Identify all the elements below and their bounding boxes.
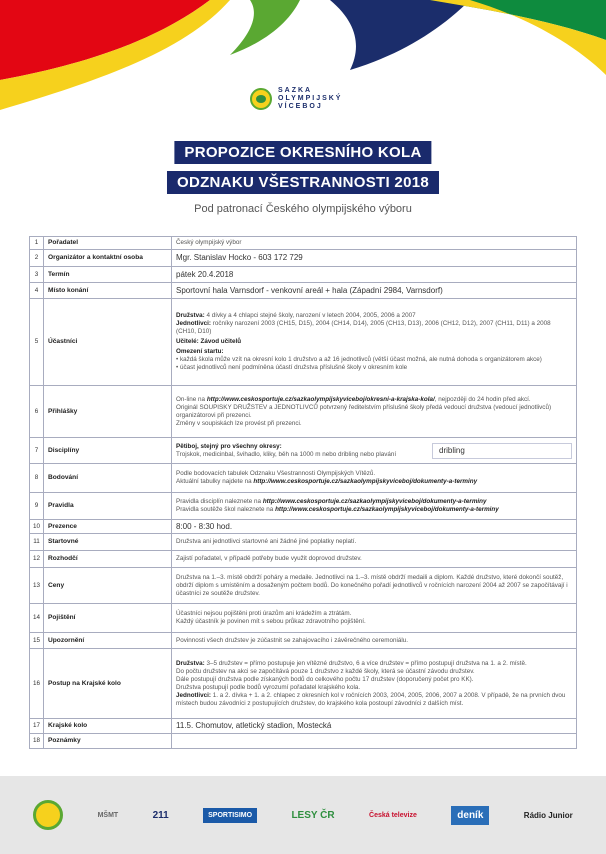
row-label: Krajské kolo xyxy=(44,719,172,734)
row-value: Družstva ani jednotlivci startovné ani žádné jiné poplatky neplatí. xyxy=(172,534,577,551)
text: , nejpozději do 24 hodin před akcí. xyxy=(434,395,531,403)
table-row xyxy=(30,568,577,604)
rules-link[interactable]: http://www.ceskosportuje.cz/sazkaolympijskyviceboj/dokumenty-a-terminy xyxy=(275,506,499,513)
prihlasky-line xyxy=(176,396,572,404)
row-label: Startovné xyxy=(44,534,172,551)
druzstva-text: 4 dívky a 4 chlapci stejné školy, narození v letech 2004, 2005, 2006 a 2007 xyxy=(204,312,416,319)
title-line-2: ODZNAKU VŠESTRANNOSTI 2018 xyxy=(167,171,439,194)
postup-line: Dále postupují družstva podle získaných bodů do celkového počtu 17 družstev (doporučený počet pro KK). xyxy=(176,675,474,683)
text: Aktuální tabulky najdete na xyxy=(176,478,254,485)
table-row xyxy=(30,604,577,633)
row-value xyxy=(172,493,577,520)
text: On-line na xyxy=(176,395,207,403)
bodovani-line: Podle bodovacích tabulek Odznaku Všestrannosti Olympijských Vítězů. xyxy=(176,470,376,477)
jednotlivci-label: Jednotlivci: xyxy=(176,320,211,327)
row-number: 15 xyxy=(30,633,44,649)
subtitle: Pod patronací Českého olympijského výboru xyxy=(194,203,412,215)
row-number: 14 xyxy=(30,604,44,633)
row-label: Postup na Krajské kolo xyxy=(44,649,172,719)
postup-line xyxy=(176,660,572,668)
jednotlivci-line xyxy=(176,320,572,336)
logo-line-2: OLYMPIJSKÝ xyxy=(278,95,343,102)
row-number: 11 xyxy=(30,534,44,551)
discipliny-text xyxy=(176,443,396,459)
pravidla-line xyxy=(176,506,572,514)
table-row xyxy=(30,719,577,734)
row-label: Poznámky xyxy=(44,734,172,749)
discipliny-list: Trojskok, medicinbal, švihadlo, kliky, běh na 1000 m nebo dribling nebo plavání xyxy=(176,450,397,458)
registration-link[interactable]: http://www.ceskosportuje.cz/sazkaolympijskyviceboj/okresni-a-krajska-kola/ xyxy=(206,395,435,403)
row-value: Český olympijský výbor xyxy=(172,237,577,250)
logo-line-3: VÍCEBOJ xyxy=(278,103,323,110)
row-label: Ceny xyxy=(44,568,172,604)
omezeni-item: • účast jednotlivců není podmíněna účastí družstva příslušné školy v okresním kole xyxy=(176,364,408,371)
row-label: Rozhodčí xyxy=(44,551,172,568)
sazka-logo xyxy=(250,84,360,114)
row-number: 12 xyxy=(30,551,44,568)
row-value xyxy=(172,438,577,464)
row-label: Termín xyxy=(44,267,172,283)
row-label: Přihlášky xyxy=(44,386,172,438)
row-number: 10 xyxy=(30,520,44,534)
table-row xyxy=(30,633,577,649)
table-row xyxy=(30,734,577,749)
row-number: 17 xyxy=(30,719,44,734)
row-label: Místo konání xyxy=(44,283,172,299)
partner-msmt-logo: MŠMT xyxy=(97,811,119,819)
row-number: 18 xyxy=(30,734,44,749)
sazka-logo-icon xyxy=(250,88,272,110)
row-number: 4 xyxy=(30,283,44,299)
row-number: 7 xyxy=(30,438,44,464)
table-row xyxy=(30,438,577,464)
logo-text xyxy=(278,87,342,111)
table-row xyxy=(30,237,577,250)
row-number: 6 xyxy=(30,386,44,438)
table-row xyxy=(30,649,577,719)
druzstva-label: Družstva: xyxy=(176,312,205,319)
row-value xyxy=(172,649,577,719)
row-label: Upozornění xyxy=(44,633,172,649)
row-number: 2 xyxy=(30,250,44,267)
row-value xyxy=(172,734,577,749)
partner-denik-logo: deník xyxy=(451,806,489,825)
row-number: 8 xyxy=(30,464,44,493)
partners-footer xyxy=(0,776,606,854)
discipliny-title: Pětiboj, stejný pro všechny okresy: xyxy=(176,442,282,450)
table-row xyxy=(30,464,577,493)
row-number: 5 xyxy=(30,299,44,386)
druzstva-line xyxy=(176,312,572,320)
discipline-choice-field[interactable]: dribling xyxy=(432,443,572,459)
row-value xyxy=(172,464,577,493)
row-number: 9 xyxy=(30,493,44,520)
row-label: Účastníci xyxy=(44,299,172,386)
discipliny-content xyxy=(176,443,572,459)
row-value: Družstva na 1.–3. místě obdrží poháry a medaile. Jednotlivci na 1.–3. místě obdrží medaili a diplom. Každé družstvo, které dokončí soutěž, obdrží diplom s umístěním a dosaženým počtem bodů. Do konečného pořadí jednotlivců v ročnících narození 2004 až 2007 se započítávají i účastníci ze soutěže družstev. xyxy=(172,568,577,604)
table-row xyxy=(30,534,577,551)
row-number: 16 xyxy=(30,649,44,719)
prihlasky-line: Originál SOUPISKY DRUŽSTEV a JEDNOTLIVCŮ potvrzený ředitelstvím příslušné školy předá vedoucí družstva (vedoucí jednotlivců) organizátorovi při prezenci. xyxy=(176,403,552,419)
row-value: Mgr. Stanislav Hocko - 603 172 729 xyxy=(172,250,577,267)
partner-211-logo: 211 xyxy=(152,809,169,821)
postup-line: Do počtu družstev na akci se započítává pouze 1 družstvo z každé školy, která se účastní závodu družstev. xyxy=(176,667,475,675)
row-label: Pořadatel xyxy=(44,237,172,250)
text: Pravidla disciplín naleznete na xyxy=(176,498,263,505)
table-row xyxy=(30,299,577,386)
druzstva-label: Družstva: xyxy=(176,659,205,667)
bodovani-line xyxy=(176,478,572,486)
sazka-logo-icon xyxy=(33,800,63,830)
omezeni-item: • každá škola může vzít na okresní kolo 1 družstvo a až 16 jednotlivců (větší účast možná, ale nutná dohoda s organizátorem akce) xyxy=(176,356,542,363)
row-value: 11.5. Chomutov, atletický stadion, Mostecká xyxy=(172,719,577,734)
omezeni-label: Omezení startu: xyxy=(176,348,224,355)
rules-link[interactable]: http://www.ceskosportuje.cz/sazkaolympijskyviceboj/dokumenty-a-terminy xyxy=(262,498,487,505)
row-value: Sportovní hala Varnsdorf - venkovní areál + hala (Západní 2984, Varnsdorf) xyxy=(172,283,577,299)
partner-lesy-logo: LESY ČR xyxy=(291,809,335,821)
partner-radio-junior-logo: Rádio Junior xyxy=(523,810,573,820)
row-value xyxy=(172,604,577,633)
table-row xyxy=(30,493,577,520)
jednotlivci-label: Jednotlivci: xyxy=(176,691,211,699)
pravidla-line xyxy=(176,498,572,506)
row-number: 3 xyxy=(30,267,44,283)
row-value: Povinnosti všech družstev je zúčastnit se zahajovacího i závěrečného ceremoniálu. xyxy=(172,633,577,649)
logo-line-1: SAZKA xyxy=(278,87,313,94)
row-value xyxy=(172,386,577,438)
jednotlivci-text: ročníky narození 2003 (CH15, D15), 2004 (CH14, D14), 2005 (CH13, D13), 2006 (CH12, D12), 2007 (CH11, D11) a 2008 (CH10, D10) xyxy=(176,320,551,335)
row-label: Bodování xyxy=(44,464,172,493)
row-value: pátek 20.4.2018 xyxy=(172,267,577,283)
row-value xyxy=(172,299,577,386)
row-label: Pravidla xyxy=(44,493,172,520)
pojisteni-line: Účastníci nejsou pojištěni proti úrazům ani krádežím a ztrátám. xyxy=(176,610,352,617)
table-row xyxy=(30,267,577,283)
pojisteni-line: Každý účastník je povinen mít s sebou průkaz zdravotního pojištění. xyxy=(176,618,366,625)
row-label: Prezence xyxy=(44,520,172,534)
row-label: Disciplíny xyxy=(44,438,172,464)
propositions-table xyxy=(29,236,577,749)
row-value: Zajistí pořadatel, v případě potřeby bude využit doprovod družstev. xyxy=(172,551,577,568)
table-row xyxy=(30,520,577,534)
row-label: Pojištění xyxy=(44,604,172,633)
row-label: Organizátor a kontaktní osoba xyxy=(44,250,172,267)
scoring-link[interactable]: http://www.ceskosportuje.cz/sazkaolympijskyviceboj/dokumenty-a-terminy xyxy=(253,478,478,485)
druzstva-text: 3–5 družstev = přímo postupuje jen vítězné družstvo, 6 a více družstev = přímo postupují družstva na 1. a 2. místě. xyxy=(204,659,527,667)
table-row xyxy=(30,283,577,299)
partner-ct-logo: Česká televize xyxy=(369,811,417,819)
table-row xyxy=(30,250,577,267)
postup-line: Družstva postupují podle bodů vyrozumí pořadatel krajského kola. xyxy=(176,683,361,691)
prihlasky-line: Změny v soupiskách lze provést při prezenci. xyxy=(176,419,302,427)
partner-sportisimo-logo: SPORTISIMO xyxy=(203,808,257,823)
text: Pravidla soutěže škol naleznete na xyxy=(176,506,276,513)
postup-line xyxy=(176,692,572,708)
row-number: 1 xyxy=(30,237,44,250)
table-row xyxy=(30,551,577,568)
row-number: 13 xyxy=(30,568,44,604)
table-row xyxy=(30,386,577,438)
jednotlivci-text: 1. a 2. dívka + 1. a 2. chlapec z okresních kol v ročnících 2003, 2004, 2005, 2006, 2007 a 2008. V případě, že na prvních dvou místech budou závodníci z postupujících družstev, do krajského kola postoupí závodníci z dalších míst. xyxy=(176,691,566,707)
ucitele-line: Učitelé: Závod učitelů xyxy=(176,338,242,345)
title-line-1: PROPOZICE OKRESNÍHO KOLA xyxy=(174,141,431,164)
row-value: 8:00 - 8:30 hod. xyxy=(172,520,577,534)
